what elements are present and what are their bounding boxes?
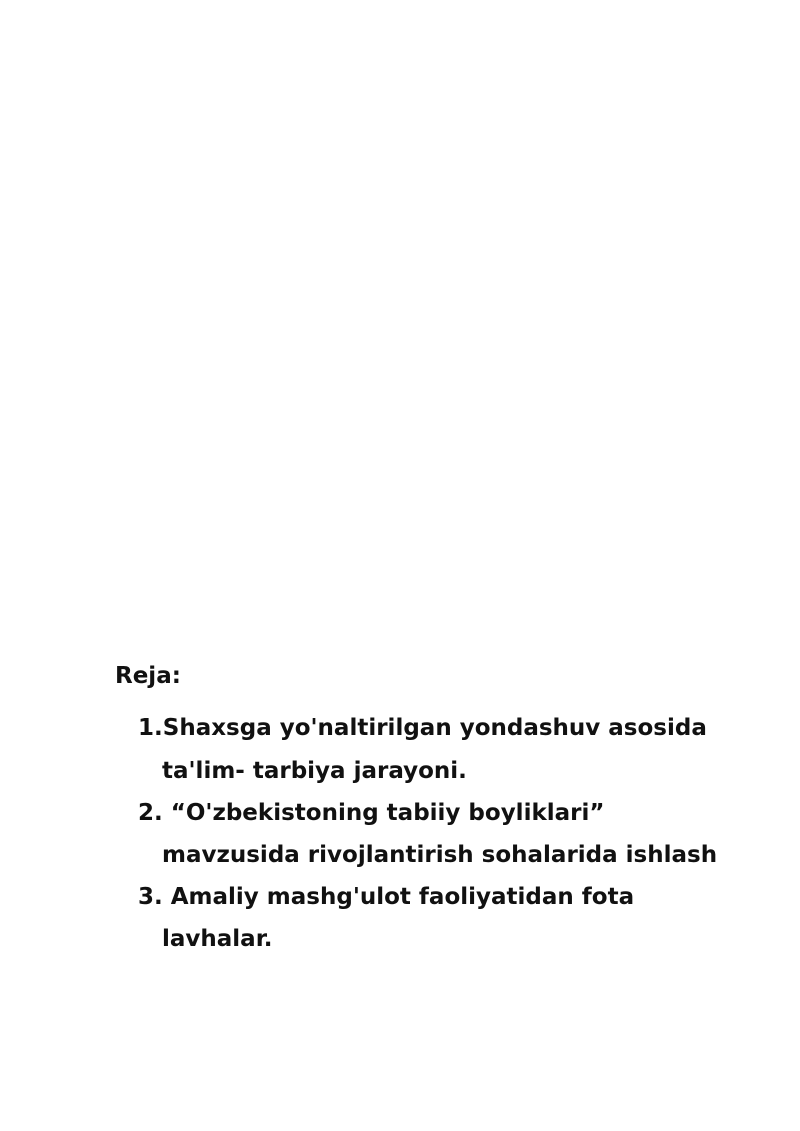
plan-item-3-number: 3. (138, 884, 171, 910)
plan-heading: Reja: (115, 663, 181, 689)
plan-item-2-line-2: mavzusida rivojlantirish sohalarida ishlash (162, 842, 718, 868)
plan-item-2-number: 2. (138, 800, 171, 826)
plan-item-3-text: Amaliy mashg'ulot faoliyatidan fota (170, 884, 635, 910)
plan-item-2-text: “O'zbekistoning tabiiy boyliklari” (170, 800, 605, 826)
plan-item-2-line-1 (138, 797, 605, 829)
plan-item-1-line-1 (138, 712, 707, 744)
plan-item-1-number: 1. (138, 715, 163, 741)
plan-item-1-line-2: ta'lim- tarbiya jarayoni. (162, 758, 467, 784)
plan-item-3-line-2: lavhalar. (162, 926, 273, 952)
plan-item-3-line-1 (138, 881, 634, 913)
plan-item-1-text: Shaxsga yo'naltirilgan yondashuv asosida (162, 715, 707, 741)
